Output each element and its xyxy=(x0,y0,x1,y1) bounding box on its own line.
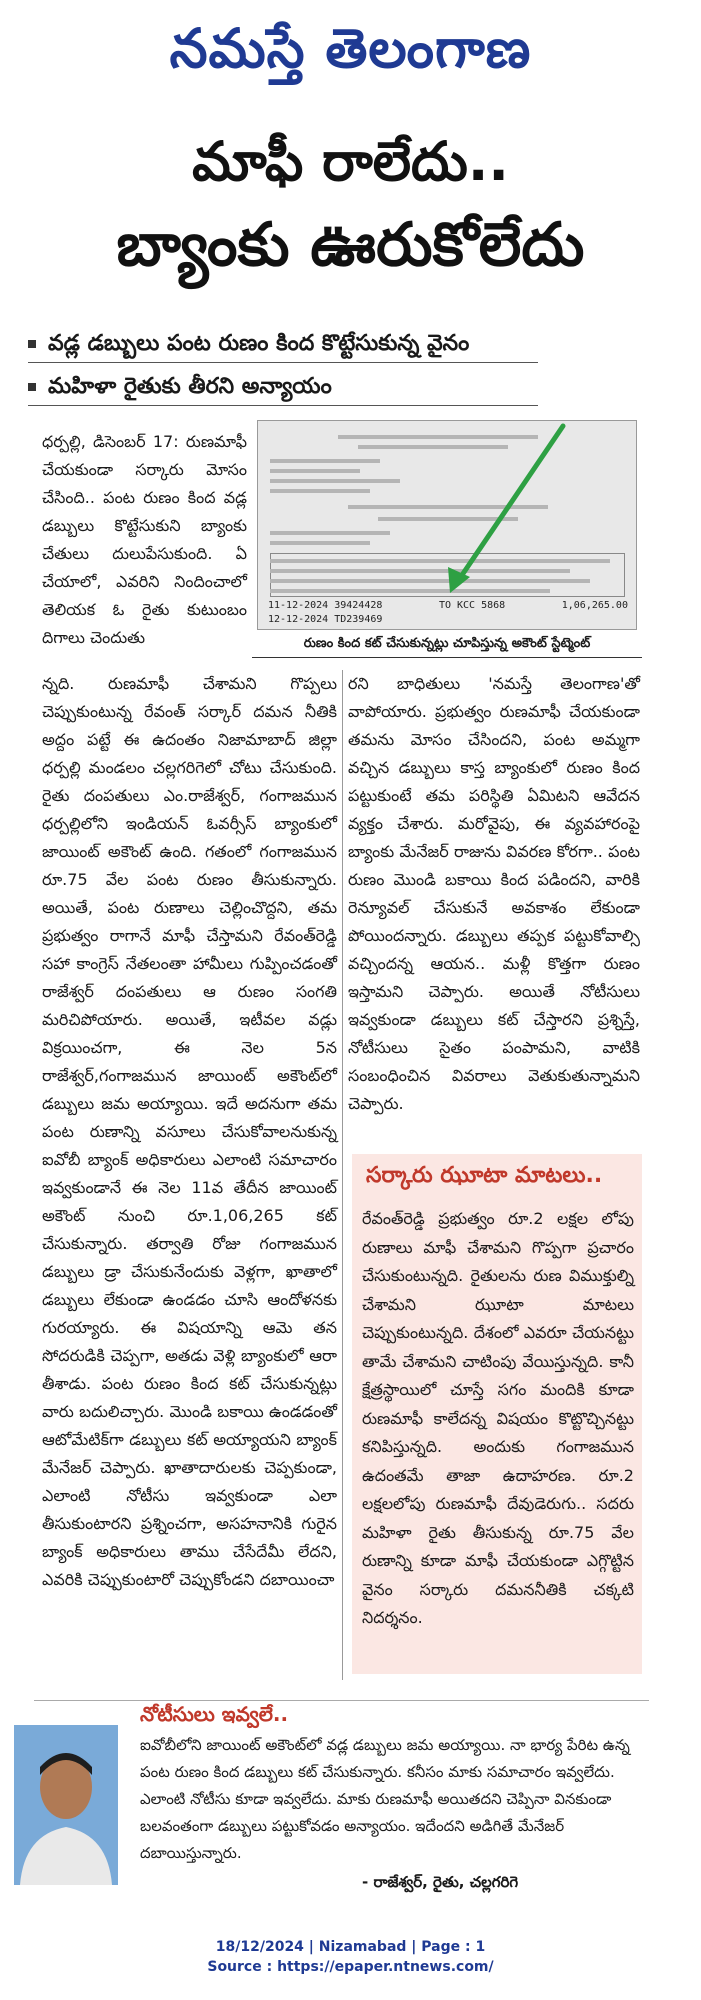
headline-line-2: బ్యాంకు ఊరుకోలేదు xyxy=(116,210,585,280)
article-column-a-top: ధర్పల్లి, డిసెంబర్ 17: రుణమాఫీ చేయకుండా సర్కారు మోసం చేసింది.. పంట రుణం కింద వడ్ల డబ్బులు కొట్టేసుకుని బ్యాంకు చేతులు దులుపేసుకుంది. ఏ చేయాలో, ఎవరిని నిందించాలో తెలియక ఓ రైతు కుటుంబం దిగాలు చెందుతు xyxy=(42,432,247,647)
account-statement-photo xyxy=(257,420,637,630)
bullet-icon xyxy=(28,383,36,391)
subheadings xyxy=(28,328,538,414)
statement-row-2: 12-12-2024 TD239469 xyxy=(268,614,383,625)
sidebar-body: రేవంత్‌రెడ్డి ప్రభుత్వం రూ.2 లక్షల లోపు రుణాలు మాఫీ చేశామని గొప్పగా ప్రచారం చేసుకుంటున్నది. రైతులను రుణ విముక్తుల్ని చేశామని ఝూటా మాటలు చెప్పుకుంటున్నది. దేశంలో ఎవరూ చేయనట్టు తామే చేశామని చాటింపు వేయిస్తున్నది. కానీ క్షేత్రస్థాయిలో చూస్తే సగం మందికి కూడా రుణమాఫీ కాలేదన్న విషయం కొట్టొచ్చినట్టు కనిపిస్తున్నది. అందుకు గంగాజమున ఉదంతమే తాజా ఉదాహరణ. రూ.2 లక్షలలోపు రుణమాఫీ దేవుడెరుగు.. సదరు మహిళా రైతు తీసుకున్న రూ.75 వేల రుణాన్ని కూడా మాఫీ చేయకుండా ఎగ్గొట్టిన వైనం సర్కారు దమననీతికి చక్కటి నిదర్శనం. xyxy=(362,1209,634,1627)
column-divider xyxy=(342,670,343,1680)
subheading-text: మహిళా రైతుకు తీరని అన్యాయం xyxy=(48,374,332,399)
subheading-text: వడ్ల డబ్బులు పంట రుణం కింద కొట్టేసుకున్న వైనం xyxy=(48,331,470,356)
article-column-a: న్నది. రుణమాఫీ చేశామని గొప్పలు చెప్పుకుంటున్న రేవంత్ సర్కార్ దమన నీతికి అద్దం పట్టే ఈ ఉదంతం నిజామాబాద్ జిల్లా ధర్పల్లి మండలం చల్లగరిగెలో చోటు చేసుకుంది. రైతు దంపతులు ఎం.రాజేశ్వర్, గంగాజమున ధర్పల్లిలోని ఇండియన్ ఓవర్సీస్ బ్యాంకులో జాయింట్ అకౌంట్ ఉంది. గతంలో గంగాజమున రూ.75 వేల పంట రుణం తీసుకున్నారు. అయితే, పంట రుణాలు చెల్లించొద్దని, తమ ప్రభుత్వం రాగానే మాఫీ చేస్తామని రేవంత్‌రెడ్డి సహా కాంగ్రెస్ నేతలంతా హామీలు గుప్పించడంతో రాజేశ్వర్ దంపతులు ఆ రుణం సంగతి మరిచిపోయారు. అయితే, ఇటీవల వడ్లు విక్రయించగా, ఈ నెల 5న రాజేశ్వర్,గంగాజమున జాయింట్ అకౌంట్‌లో డబ్బులు జమ అయ్యాయి. ఇదే అదనుగా తమ పంట రుణాన్ని వసూలు చేసుకోవాలనుకున్న ఐవోబీ బ్యాంక్ అధికారులు ఎలాంటి సమాచారం ఇవ్వకుండానే ఈ నెల 11వ తేదీన జాయింట్ అకౌంట్ నుంచి రూ.1,06,265 కట్ చేసుకున్నారు. తర్వాతి రోజు గంగాజమున డబ్బులు డ్రా చేసుకునేందుకు వెళ్లగా, ఖాతాలో డబ్బులు లేకుండా ఉండడం చూసి ఆందోళనకు గురయ్యారు. ఈ విషయాన్ని ఆమె తన సోదరుడికి చెప్పగా, అతడు వెళ్లి బ్యాంకులో ఆరా తీశాడు. పంట రుణం కింద కట్ చేసుకున్నట్లు వారు బదులిచ్చారు. మొండి బకాయి ఉండడంతో ఆటోమేటిక్‌గా డబ్బులు కట్ అయ్యాయని బ్యాంక్ మేనేజర్ చెప్పారు. ఖాతాదారులకు చెప్పకుండా, ఎలాంటి నోటీసు ఇవ్వకుండా ఎలా తీసుకుంటారని ప్రశ్నించగా, అసహనానికి గురైన బ్యాంక్ అధికారులు తాము చేసేదేమీ లేదని, ఎవరికి చెప్పుకుంటారో చెప్పుకోండని దబాయించా xyxy=(42,674,337,1589)
footer-source: Source : https://epaper.ntnews.com/ xyxy=(207,1959,494,1975)
headline-line-1: మాఫీ రాలేదు.. xyxy=(192,130,509,193)
quote-body: ఐవోబీలోని జాయింట్ అకౌంట్‌లో వడ్ల డబ్బులు జమ అయ్యాయి. నా భార్య పేరిట ఉన్న పంట రుణం కింద డబ్బులు కట్ చేసుకున్నారు. కనీసం మాకు సమాచారం ఇవ్వలేదు. ఎలాంటి నోటీసు కూడా ఇవ్వలేదు. మాకు రుణమాఫీ అయితదని చెప్పినా వినకుండా బలవంతంగా డబ్బులు పట్టుకోవడం అన్యాయం. ఇదేందని అడిగితే మేనేజర్ దబాయిస్తున్నారు. xyxy=(140,1736,630,1862)
green-arrow-icon xyxy=(258,421,637,630)
footer xyxy=(0,1937,701,1977)
subheading-1 xyxy=(28,328,538,363)
farmer-photo xyxy=(14,1725,118,1885)
bullet-icon xyxy=(28,340,36,348)
photo-caption: రుణం కింద కట్ చేసుకున్నట్లు చూపిస్తున్న అకౌంట్ స్టేట్మెంట్ xyxy=(252,633,642,658)
masthead xyxy=(0,0,701,110)
article-column-b: రని బాధితులు 'నమస్తే తెలంగాణ'తో వాపోయారు. ప్రభుత్వం రుణమాఫీ చేయకుండా తమను మోసం చేసిందని, పంట అమ్మగా వచ్చిన డబ్బులు కాస్త బ్యాంకులో రుణం కింద పట్టుకుంటే తమ పరిస్థితి ఏమిటని ఆవేదన వ్యక్తం చేశారు. మరోవైపు, ఈ వ్యవహారంపై బ్యాంకు మేనేజర్ రాజును వివరణ కోరగా.. పంట రుణం మొండి బకాయి కింద పడిందని, వారికి రెన్యూవల్ చేసుకునే అవకాశం లేకుండా పోయిందన్నారు. డబ్బులు తప్పక పట్టుకోవాల్సి వచ్చిందన్న ఆయన.. మళ్లీ కొత్తగా రుణం ఇస్తామని చెప్పారు. అయితే నోటీసులు ఇవ్వకుండా డబ్బులు కట్ చేస్తారని ప్రశ్నిస్తే, నోటీసులు సైతం పంపామని, వాటికి సంబంధించిన వివరాలు వెతుకుతున్నామని చెప్పారు. xyxy=(348,674,640,1113)
subheading-2 xyxy=(28,371,538,406)
person-icon xyxy=(14,1725,118,1885)
statement-amount: 1,06,265.00 xyxy=(561,600,628,611)
footer-date-edition: 18/12/2024 | Nizamabad | Page : 1 xyxy=(215,1939,486,1955)
quote-title: నోటీసులు ఇవ్వలే.. xyxy=(140,1702,289,1726)
newspaper-logo: నమస్తే తెలంగాణ xyxy=(169,16,532,80)
statement-to: TO KCC 5868 xyxy=(438,600,506,611)
quote-signature: - రాజేశ్వర్, రైతు, చల్లగరిగె xyxy=(362,1873,519,1891)
sidebar-title: సర్కారు ఝూటా మాటలు.. xyxy=(366,1163,603,1188)
statement-row-1: 11-12-2024 39424428 xyxy=(268,600,383,611)
